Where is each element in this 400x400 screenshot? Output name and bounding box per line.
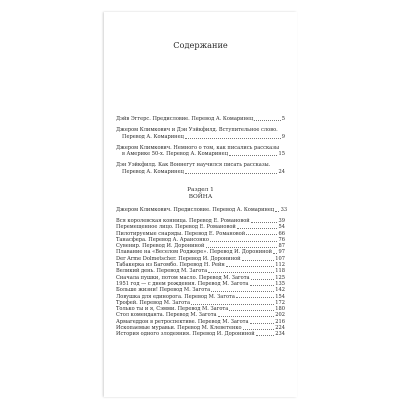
toc-entry-title: Ископаемые муравьи. Перевод М. Клеветенко [116, 325, 242, 332]
dot-leader [254, 120, 280, 121]
book-page [104, 12, 297, 397]
toc-entry-title: Вся королевская конница. Перевод Е. Романовой [116, 217, 250, 224]
toc-page-number: 97 [278, 249, 285, 256]
dot-leader [236, 297, 274, 298]
toc-page-number: 216 [275, 318, 285, 325]
dot-leader [243, 329, 274, 330]
toc-entry-title: Армагеддон в ретроспективе. Перевод М. Загота [116, 318, 249, 325]
dot-leader [275, 211, 279, 212]
toc-entry-title: Только ты и я, Сэмми. Перевод М. Загота [116, 306, 229, 313]
toc-entry-title: Трофей. Перевод М. Загота [116, 299, 191, 306]
toc-page-number: 54 [278, 224, 285, 231]
dot-leader [229, 155, 277, 156]
toc-entry-title: Великий день. Перевод М. Загота [116, 268, 208, 275]
toc-page-number: 180 [275, 306, 285, 313]
dot-leader [185, 138, 281, 139]
toc-entry-title: 1951 год — с днем рождения. Перевод М. Загота [116, 280, 249, 287]
toc-entry-title: Пилотируемые снаряды. Перевод Е. Романовой [116, 230, 246, 237]
toc-entry [116, 206, 288, 213]
dot-leader [211, 291, 274, 292]
toc-entry-title: Стол коменданта. Перевод М. Загота [116, 312, 217, 319]
toc-entry [116, 162, 285, 175]
toc-entry-title: Джером Климкович и Дэн Уэйкфилд. Вступительное слово. [116, 127, 278, 134]
dot-leader [256, 335, 274, 336]
toc-page-number: 107 [275, 255, 285, 262]
toc-page-number: 154 [275, 293, 285, 300]
page-title: Содержание [173, 40, 228, 50]
section-number: Раздел 1 [187, 187, 214, 194]
dot-leader [229, 310, 274, 311]
dot-leader [218, 316, 274, 317]
dot-leader [242, 260, 274, 261]
toc-page-number: 224 [275, 325, 285, 332]
dot-leader [185, 173, 277, 174]
toc-page-number: 112 [275, 262, 285, 269]
dot-leader [226, 266, 274, 267]
toc-entry-title: Сначала пушки, потом масло. Перевод М. Загота [116, 274, 250, 281]
toc-entry [116, 145, 285, 158]
toc-entry-title: Ловушка для единорога. Перевод М. Загота [116, 293, 235, 300]
toc-entry-title: Больше жизни! Перевод М. Загота [116, 287, 211, 294]
toc-page-number: 118 [275, 268, 285, 275]
dot-leader [246, 234, 277, 235]
table-of-contents [116, 116, 288, 338]
dot-leader [251, 222, 277, 223]
toc-page-number: 135 [275, 280, 285, 287]
toc-entry-title: Перемещенное лицо. Перевод Е. Романовой [116, 224, 236, 231]
dot-leader [250, 323, 274, 324]
toc-entry-title: Джером Климкович. Предисловие. Перевод А. Комаринец [116, 206, 275, 213]
toc-entry-title: Дэйв Эггерс. Предисловие. Перевод А. Комаринец [116, 116, 254, 122]
toc-page-number: 24 [278, 168, 285, 175]
toc-page-number: 87 [278, 243, 285, 250]
toc-entry-line [116, 169, 285, 175]
dot-leader [250, 285, 274, 286]
toc-entry-title: Табакерка из Багомбо. Перевод Н. Рейн [116, 262, 225, 269]
dot-leader [251, 279, 274, 280]
toc-page-number: 125 [275, 274, 285, 281]
dot-leader [208, 272, 274, 273]
toc-entry [116, 127, 285, 140]
toc-page-number: 76 [278, 236, 285, 243]
dot-leader [191, 304, 274, 305]
dot-leader [273, 253, 277, 254]
toc-page-number: 15 [278, 151, 285, 158]
section-heading [116, 187, 285, 201]
toc-entry-title: Перевод А. Комаринец [122, 168, 184, 175]
toc-page-number: 234 [275, 331, 285, 338]
toc-page-number: 5 [281, 116, 285, 122]
toc-entry-title: Сувенир. Перевод И. Дорониной [116, 243, 205, 250]
toc-page-number: 33 [280, 206, 288, 213]
toc-entry-line [116, 331, 285, 337]
toc-page-number: 202 [275, 312, 285, 319]
toc-entry-title: Der Arme Dolmetscher. Перевод И. Дорониной [116, 255, 241, 262]
toc-page-number: 9 [281, 133, 285, 140]
toc-page-number: 39 [278, 217, 285, 224]
toc-entry-title: Перевод А. Комаринец [122, 133, 184, 140]
dot-leader [237, 228, 277, 229]
toc-entry-title: Танасфера. Перевод А. Арансонко [116, 236, 209, 243]
dot-leader [206, 247, 278, 248]
toc-page-number: 172 [275, 299, 285, 306]
toc-entry-title: История одного злодеяния. Перевод И. Дорониной [116, 331, 255, 338]
section-name: ВОЙНА [188, 193, 213, 200]
toc-page-number: 66 [278, 230, 285, 237]
toc-entry [116, 331, 285, 337]
toc-entry-line [116, 206, 288, 213]
toc-entry-title: Джером Климкович. Немного о том, как писались рассказы [116, 144, 280, 151]
toc-page-number: 142 [275, 287, 285, 294]
dot-leader [210, 241, 277, 242]
toc-entry-title: в Америке 50-х. Перевод А. Комаринец [122, 151, 228, 158]
toc-entry-title: Дэн Уэйкфилд. Как Воннегут научился писать рассказы. [116, 162, 271, 169]
toc-entry-title: Плавание на «Веселом Роджере». Перевод И. Дорониной [116, 249, 272, 256]
